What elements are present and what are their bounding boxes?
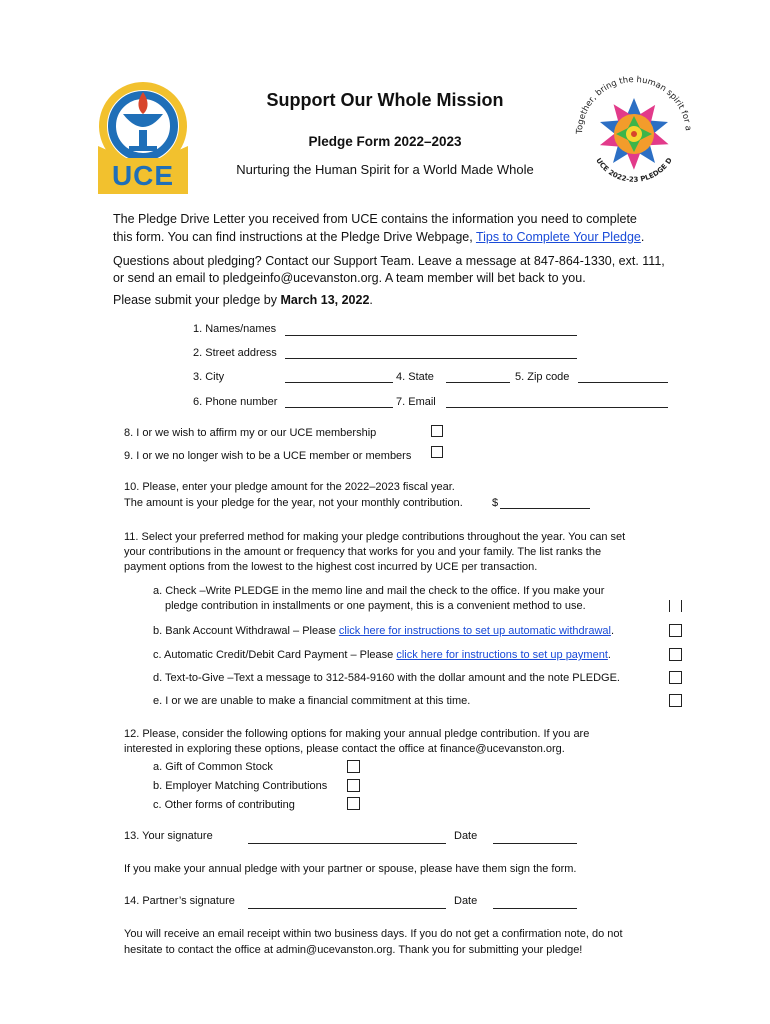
method-card-row [153, 648, 611, 662]
phone-field[interactable] [285, 407, 393, 408]
card-payment-link[interactable]: click here for instructions to set up payment [396, 649, 608, 661]
method-bank-checkbox[interactable] [669, 624, 682, 637]
employer-label: b. Employer Matching Contributions [153, 780, 328, 792]
partner-signature-label: 14. Partner’s signature [124, 895, 235, 907]
pledge-amount-line-2: The amount is your pledge for the year, not your monthly contribution. [124, 497, 463, 509]
names-label: 1. Names/names [193, 323, 277, 335]
street-field[interactable] [285, 358, 577, 359]
affirm-checkbox[interactable] [431, 425, 443, 437]
badge-top-text: Together, bring the human spirit for a [574, 74, 693, 135]
method-check-checkbox[interactable] [669, 600, 682, 612]
method-card-end: . [607, 649, 611, 661]
partner-signature-field[interactable] [248, 908, 446, 909]
signature-date-field[interactable] [493, 843, 577, 844]
email-label: 7. Email [396, 396, 436, 408]
phone-label: 6. Phone number [193, 396, 278, 408]
zip-label: 5. Zip code [515, 371, 570, 383]
stock-label: a. Gift of Common Stock [153, 761, 273, 773]
city-label: 3. City [193, 371, 225, 383]
city-field[interactable] [285, 382, 393, 383]
method-intro-1: 11. Select your preferred method for making your pledge contributions throughout the year. You can set [124, 531, 626, 543]
deadline-period: . [369, 293, 373, 307]
annual-intro-1: 12. Please, consider the following options for making your annual pledge contribution. If you are [124, 728, 590, 740]
method-none-label: e. I or we are unable to make a financial commitment at this time. [153, 695, 471, 707]
zip-field[interactable] [578, 382, 668, 383]
signature-label: 13. Your signature [124, 830, 213, 842]
intro-line: The Pledge Drive Letter you received from UCE contains the information you need to complete [113, 212, 637, 226]
state-label: 4. State [396, 371, 434, 383]
method-none-checkbox[interactable] [669, 694, 682, 707]
street-label: 2. Street address [193, 347, 277, 359]
questions-line: Questions about pledging? Contact our Support Team. Leave a message at 847-864-1330, ext. 111, [113, 254, 665, 268]
tagline: Nurturing the Human Spirit for a World Made Whole [236, 162, 534, 177]
bank-withdrawal-link[interactable]: click here for instructions to set up automatic withdrawal [338, 625, 611, 637]
method-card-checkbox[interactable] [669, 648, 682, 661]
partner-date-field[interactable] [493, 908, 577, 909]
currency-symbol: $ [492, 497, 499, 509]
names-field[interactable] [285, 335, 577, 336]
tips-link[interactable]: Tips to Complete Your Pledge [475, 230, 641, 244]
method-intro-3: payment options from the lowest to the highest cost incurred by UCE per transaction. [124, 561, 538, 573]
page-title: Support Our Whole Mission [266, 90, 504, 110]
pledge-amount-line-1: 10. Please, enter your pledge amount for the 2022–2023 fiscal year. [124, 481, 455, 493]
partner-note: If you make your annual pledge with your partner or spouse, please have them sign the form. [124, 863, 577, 875]
withdraw-label: 9. I or we no longer wish to be a UCE member or members [124, 450, 412, 462]
form-subtitle: Pledge Form 2022–2023 [308, 134, 462, 149]
signature-date-label: Date [454, 830, 478, 842]
logo-text: UCE [111, 160, 175, 191]
intro-line-2 [113, 230, 644, 245]
withdraw-checkbox[interactable] [431, 446, 443, 458]
intro-period: . [640, 230, 645, 244]
deadline-date: March 13, 2022 [280, 293, 370, 307]
state-field[interactable] [446, 382, 510, 383]
signature-field[interactable] [248, 843, 446, 844]
stock-checkbox[interactable] [347, 760, 360, 773]
questions-line-2: or send an email to pledgeinfo@ucevanston.org. A team member will bet back to you. [113, 271, 586, 285]
method-bank-text: b. Bank Account Withdrawal – Please [153, 625, 339, 637]
deadline-line [113, 293, 373, 308]
other-checkbox[interactable] [347, 797, 360, 810]
other-label: c. Other forms of contributing [153, 799, 295, 811]
intro-text: this form. You can find instructions at the Pledge Drive Webpage, [113, 230, 476, 244]
method-bank-end: . [610, 625, 615, 637]
method-intro-2: your contributions in the amount or frequency that works for you and your family. The list ranks the [124, 546, 602, 558]
footer-line-2: hesitate to contact the office at admin@ucevanston.org. Thank you for submitting your pledge! [124, 944, 583, 956]
affirm-label: 8. I or we wish to affirm my or our UCE membership [124, 427, 377, 439]
badge-bottom-text: UCE 2022-23 PLEDGE D [594, 156, 674, 184]
method-bank-row [153, 624, 614, 638]
employer-checkbox[interactable] [347, 779, 360, 792]
method-text-label: d. Text-to-Give –Text a message to 312-584-9160 with the dollar amount and the note PLEDGE. [153, 672, 620, 684]
method-card-text: c. Automatic Credit/Debit Card Payment – Please [153, 649, 397, 661]
footer-line-1: You will receive an email receipt within two business days. If you do not get a confirmation note, do not [124, 928, 623, 940]
method-check-line-1: a. Check –Write PLEDGE in the memo line and mail the check to the office. If you make your [153, 585, 605, 597]
deadline-text: Please submit your pledge by [113, 293, 281, 307]
method-text-checkbox[interactable] [669, 671, 682, 684]
method-check-line-2: pledge contribution in installments or one payment, this is a convenient method to use. [165, 600, 586, 612]
email-field[interactable] [446, 407, 668, 408]
annual-intro-2: interested in exploring these options, please contact the office at finance@ucevanston.org. [124, 743, 565, 755]
pledge-amount-field[interactable] [500, 508, 590, 509]
partner-date-label: Date [454, 895, 478, 907]
